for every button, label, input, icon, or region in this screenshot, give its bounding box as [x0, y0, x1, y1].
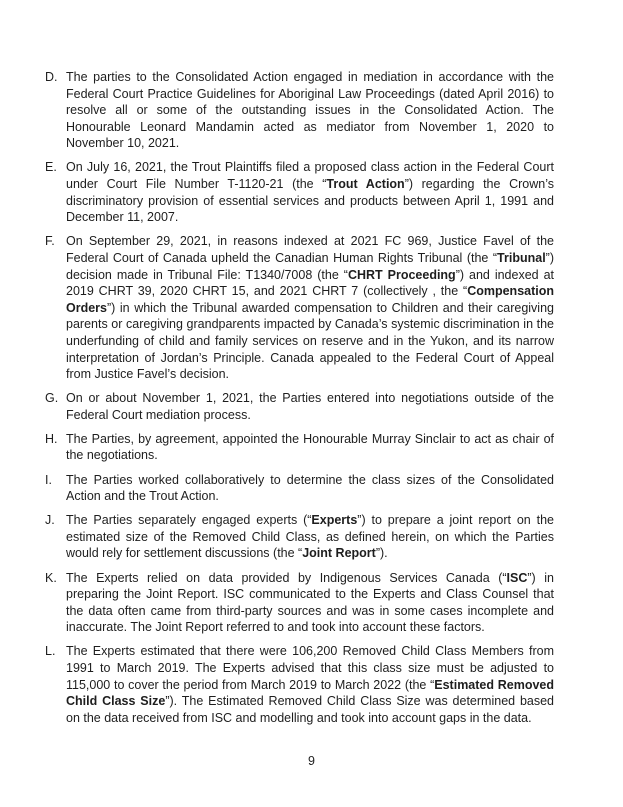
paragraph-text-segment: On or about November 1, 2021, the Parties entered into negotiations outside of the Federal Court mediation process.: [66, 391, 554, 422]
paragraph-text-segment: ”) regarding the Crown’s discriminatory provision of essential services and products between April 1, 1991 and December 11, 2007.: [66, 177, 555, 225]
defined-term-bold: Estimated Removed Child Class Size: [66, 677, 554, 709]
paragraph-label: H.: [45, 431, 58, 446]
paragraph-text: [66, 570, 554, 636]
defined-term-bold: Trout Action: [326, 177, 405, 192]
paragraph-item: [45, 390, 554, 423]
paragraph-text-segment: The Experts estimated that there were 106,200 Removed Child Class Members from 1991 to March 2019. The Experts advised that this class size must be adjusted to 115,000 to cover the period from March 2019 to March 2022 (the “: [66, 644, 554, 692]
paragraph-text-segment: ”) decision made in Tribunal File: T1340/7008 (the “: [66, 250, 554, 282]
paragraph-label: J.: [45, 513, 55, 528]
paragraph-text-segment: The Parties worked collaboratively to determine the class sizes of the Consolidated Action and the Trout Action.: [66, 472, 554, 504]
paragraph-item: [45, 69, 554, 152]
paragraph-text: [66, 512, 554, 562]
paragraph-text-segment: ”) to prepare a joint report on the estimated size of the Removed Child Class, as defined herein, on which the Parties would rely for settlement discussions (the “: [66, 513, 554, 561]
paragraph-text: [66, 69, 554, 152]
paragraph-text-segment: The Experts relied on data provided by Indigenous Services Canada (“: [66, 570, 507, 585]
paragraph-text-segment: ”) and indexed at 2019 CHRT 39, 2020 CHRT 15, and 2021 CHRT 7 (collectively , the “: [66, 267, 555, 299]
paragraph-label: F.: [45, 234, 55, 249]
paragraph-text-segment: On July 16, 2021, the Trout Plaintiffs filed a proposed class action in the Federal Court under Court File Number T-1120-21 (the “: [66, 160, 554, 192]
page-number: 9: [308, 754, 315, 768]
defined-term-bold: Experts: [311, 513, 358, 528]
paragraph-text: [66, 431, 554, 464]
paragraph-text: [66, 233, 554, 382]
paragraph-item: [45, 431, 554, 464]
paragraph-item: [45, 570, 554, 636]
paragraph-text-segment: The parties to the Consolidated Action engaged in mediation in accordance with the Federal Court Practice Guidelines for Aboriginal Law Proceedings (dated April 2016) to resolve all or some of the outstanding issues in the Consolidated Action. The Honourable Leonard Mandamin acted as mediator from November 1, 2020 to November 10, 2021.: [66, 70, 554, 151]
paragraph-label: G.: [45, 391, 59, 406]
paragraph-label: K.: [45, 570, 57, 585]
paragraph-text: [66, 159, 554, 225]
paragraph-item: [45, 472, 554, 505]
paragraph-label: D.: [45, 70, 58, 84]
paragraph-label: I.: [45, 472, 52, 487]
paragraph-item: [45, 233, 554, 382]
paragraph-text: [66, 643, 554, 726]
paragraph-label: L.: [45, 644, 56, 659]
paragraph-list: [45, 69, 554, 734]
defined-term-bold: Compensation Orders: [66, 284, 554, 315]
paragraph-text-segment: ”) in which the Tribunal awarded compensation to Children and their caregiving parents or caregiving grandparents impacted by Canada’s systemic discrimination in the underfunding of child and family services on reserve and in the Yukon, and its narrow interpretation of Jordan’s Principle. Canada appealed to the Federal Court of Appeal from Justice Favel’s decision.: [66, 300, 554, 382]
paragraph-text-segment: The Parties, by agreement, appointed the Honourable Murray Sinclair to act as chair of the negotiations.: [66, 431, 554, 463]
paragraph-item: [45, 512, 554, 562]
paragraph-item: [45, 159, 554, 225]
defined-term-bold: Joint Report: [302, 546, 376, 561]
paragraph-text-segment: ”) in preparing the Joint Report. ISC communicated to the Experts and Class Counsel that the data often came from third-party sources and was in some cases incomplete and inaccurate. The Joint Report referred to and took into account these factors.: [66, 570, 554, 635]
paragraph-label: E.: [45, 160, 57, 175]
paragraph-text: [66, 472, 554, 505]
defined-term-bold: ISC: [506, 570, 528, 585]
paragraph-text-segment: ”). The Estimated Removed Child Class Size was determined based on the data received from ISC and modelling and took into account gaps in the data.: [66, 694, 554, 725]
paragraph-text: [66, 390, 554, 423]
defined-term-bold: Tribunal: [497, 250, 546, 265]
paragraph-text-segment: The Parties separately engaged experts (“: [66, 513, 312, 528]
defined-term-bold: CHRT Proceeding: [347, 267, 456, 282]
paragraph-item: [45, 643, 554, 726]
paragraph-text-segment: On September 29, 2021, in reasons indexed at 2021 FC 969, Justice Favel of the Federal Court of Canada upheld the Canadian Human Rights Tribunal (the “: [66, 234, 554, 265]
paragraph-text-segment: ”).: [375, 546, 388, 561]
